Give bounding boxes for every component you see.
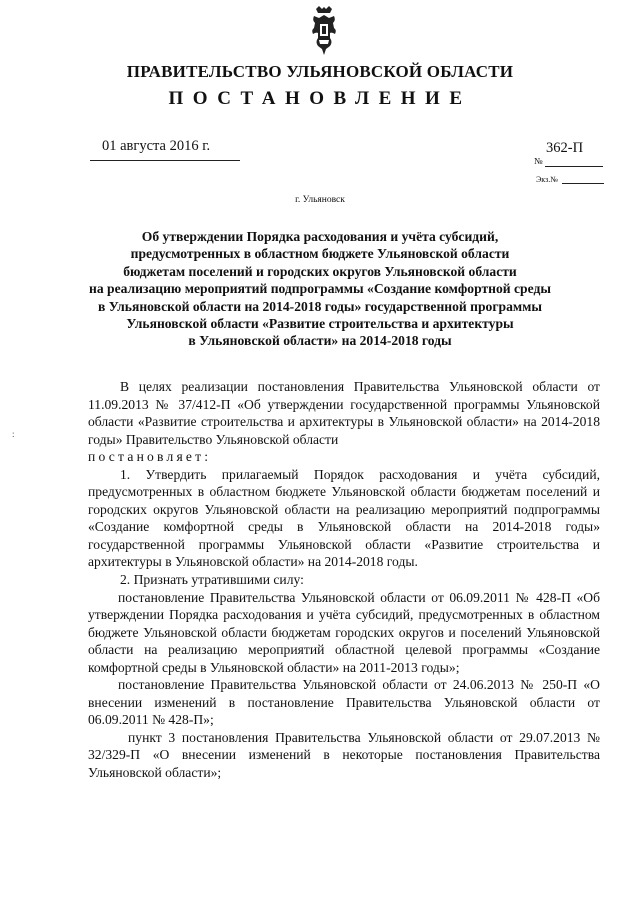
item-1-paragraph: 1. Утвердить прилагаемый Порядок расходования и учёта субсидий, предусмотренных в областном бюджете Ульяновской области бюджетам поселений и городских округов Ульяновской области на реализацию мероприятий подпрограммы «Создание комфортной среды в Ульяновской области на 2014-2018 годы» государственной программы Ульяновской области «Развитие строительства и архитектуры в Ульяновской области» на 2014-2018 годы. [88, 466, 600, 570]
title-line: Об утверждении Порядка расходования и учёта субсидий, [141, 229, 499, 244]
number-underline [545, 166, 603, 167]
document-date: 01 августа 2016 г. [102, 138, 211, 154]
document-title [70, 228, 570, 350]
title-line: бюджетам поселений и городских округов Ульяновской области [123, 263, 517, 279]
title-line: в Ульяновской области на 2014-2018 годы» государственной программы [97, 298, 543, 314]
decree-word: постановляет: [88, 449, 212, 465]
coat-of-arms-icon [310, 6, 338, 56]
intro-paragraph: В целях реализации постановления Правительства Ульяновской области от 11.09.2013 № 37/412-П «Об утверждении государственной программы Ульяновской области «Развитие строительства и архитектуры в Ульяновской области» на 2014-2018 годы» Правительство Ульяновской области [88, 379, 600, 447]
title-line: в Ульяновской области» на 2014-2018 годы [188, 333, 452, 349]
date-underline [90, 160, 240, 161]
copy-number-label: Экз.№ [536, 175, 558, 184]
margin-mark: : [12, 429, 15, 439]
item-2b-paragraph: постановление Правительства Ульяновской области от 24.06.2013 № 250-П «О внесении изменений в постановление Правительства Ульяновской области от 06.09.2011 № 428-П»; [88, 677, 600, 728]
document-body [88, 378, 600, 782]
copy-number-underline [562, 183, 604, 184]
number-prefix: № [534, 156, 543, 166]
title-line: предусмотренных в областном бюджете Ульяновской области [130, 246, 510, 262]
city-name: г. Ульяновск [295, 195, 345, 205]
title-line: на реализацию мероприятий подпрограммы «Создание комфортной среды [89, 281, 551, 297]
document-number: 362-П [546, 140, 584, 156]
title-line: Ульяновской области «Развитие строительства и архитектуры [126, 316, 514, 332]
item-2-paragraph: 2. Признать утратившими силу: [120, 572, 304, 588]
government-title: ПРАВИТЕЛЬСТВО УЛЬЯНОВСКОЙ ОБЛАСТИ [126, 62, 514, 81]
item-2a-paragraph: постановление Правительства Ульяновской области от 06.09.2011 № 428-П «Об утверждении Порядка расходования и учёта субсидий, предусмотренных в областном бюджете Ульяновской области бюджетам городских округов и поселений Ульяновской области на реализацию мероприятий областной целевой программы «Создание комфортной среды в Ульяновской области» на 2011-2013 годы»; [88, 589, 600, 675]
document-type: ПОСТАНОВЛЕНИЕ [168, 88, 472, 109]
item-2c-paragraph: пункт 3 постановления Правительства Ульяновской области от 29.07.2013 № 32/329-П «О внесении изменений в некоторые постановления Правительства Ульяновской области»; [88, 729, 600, 781]
